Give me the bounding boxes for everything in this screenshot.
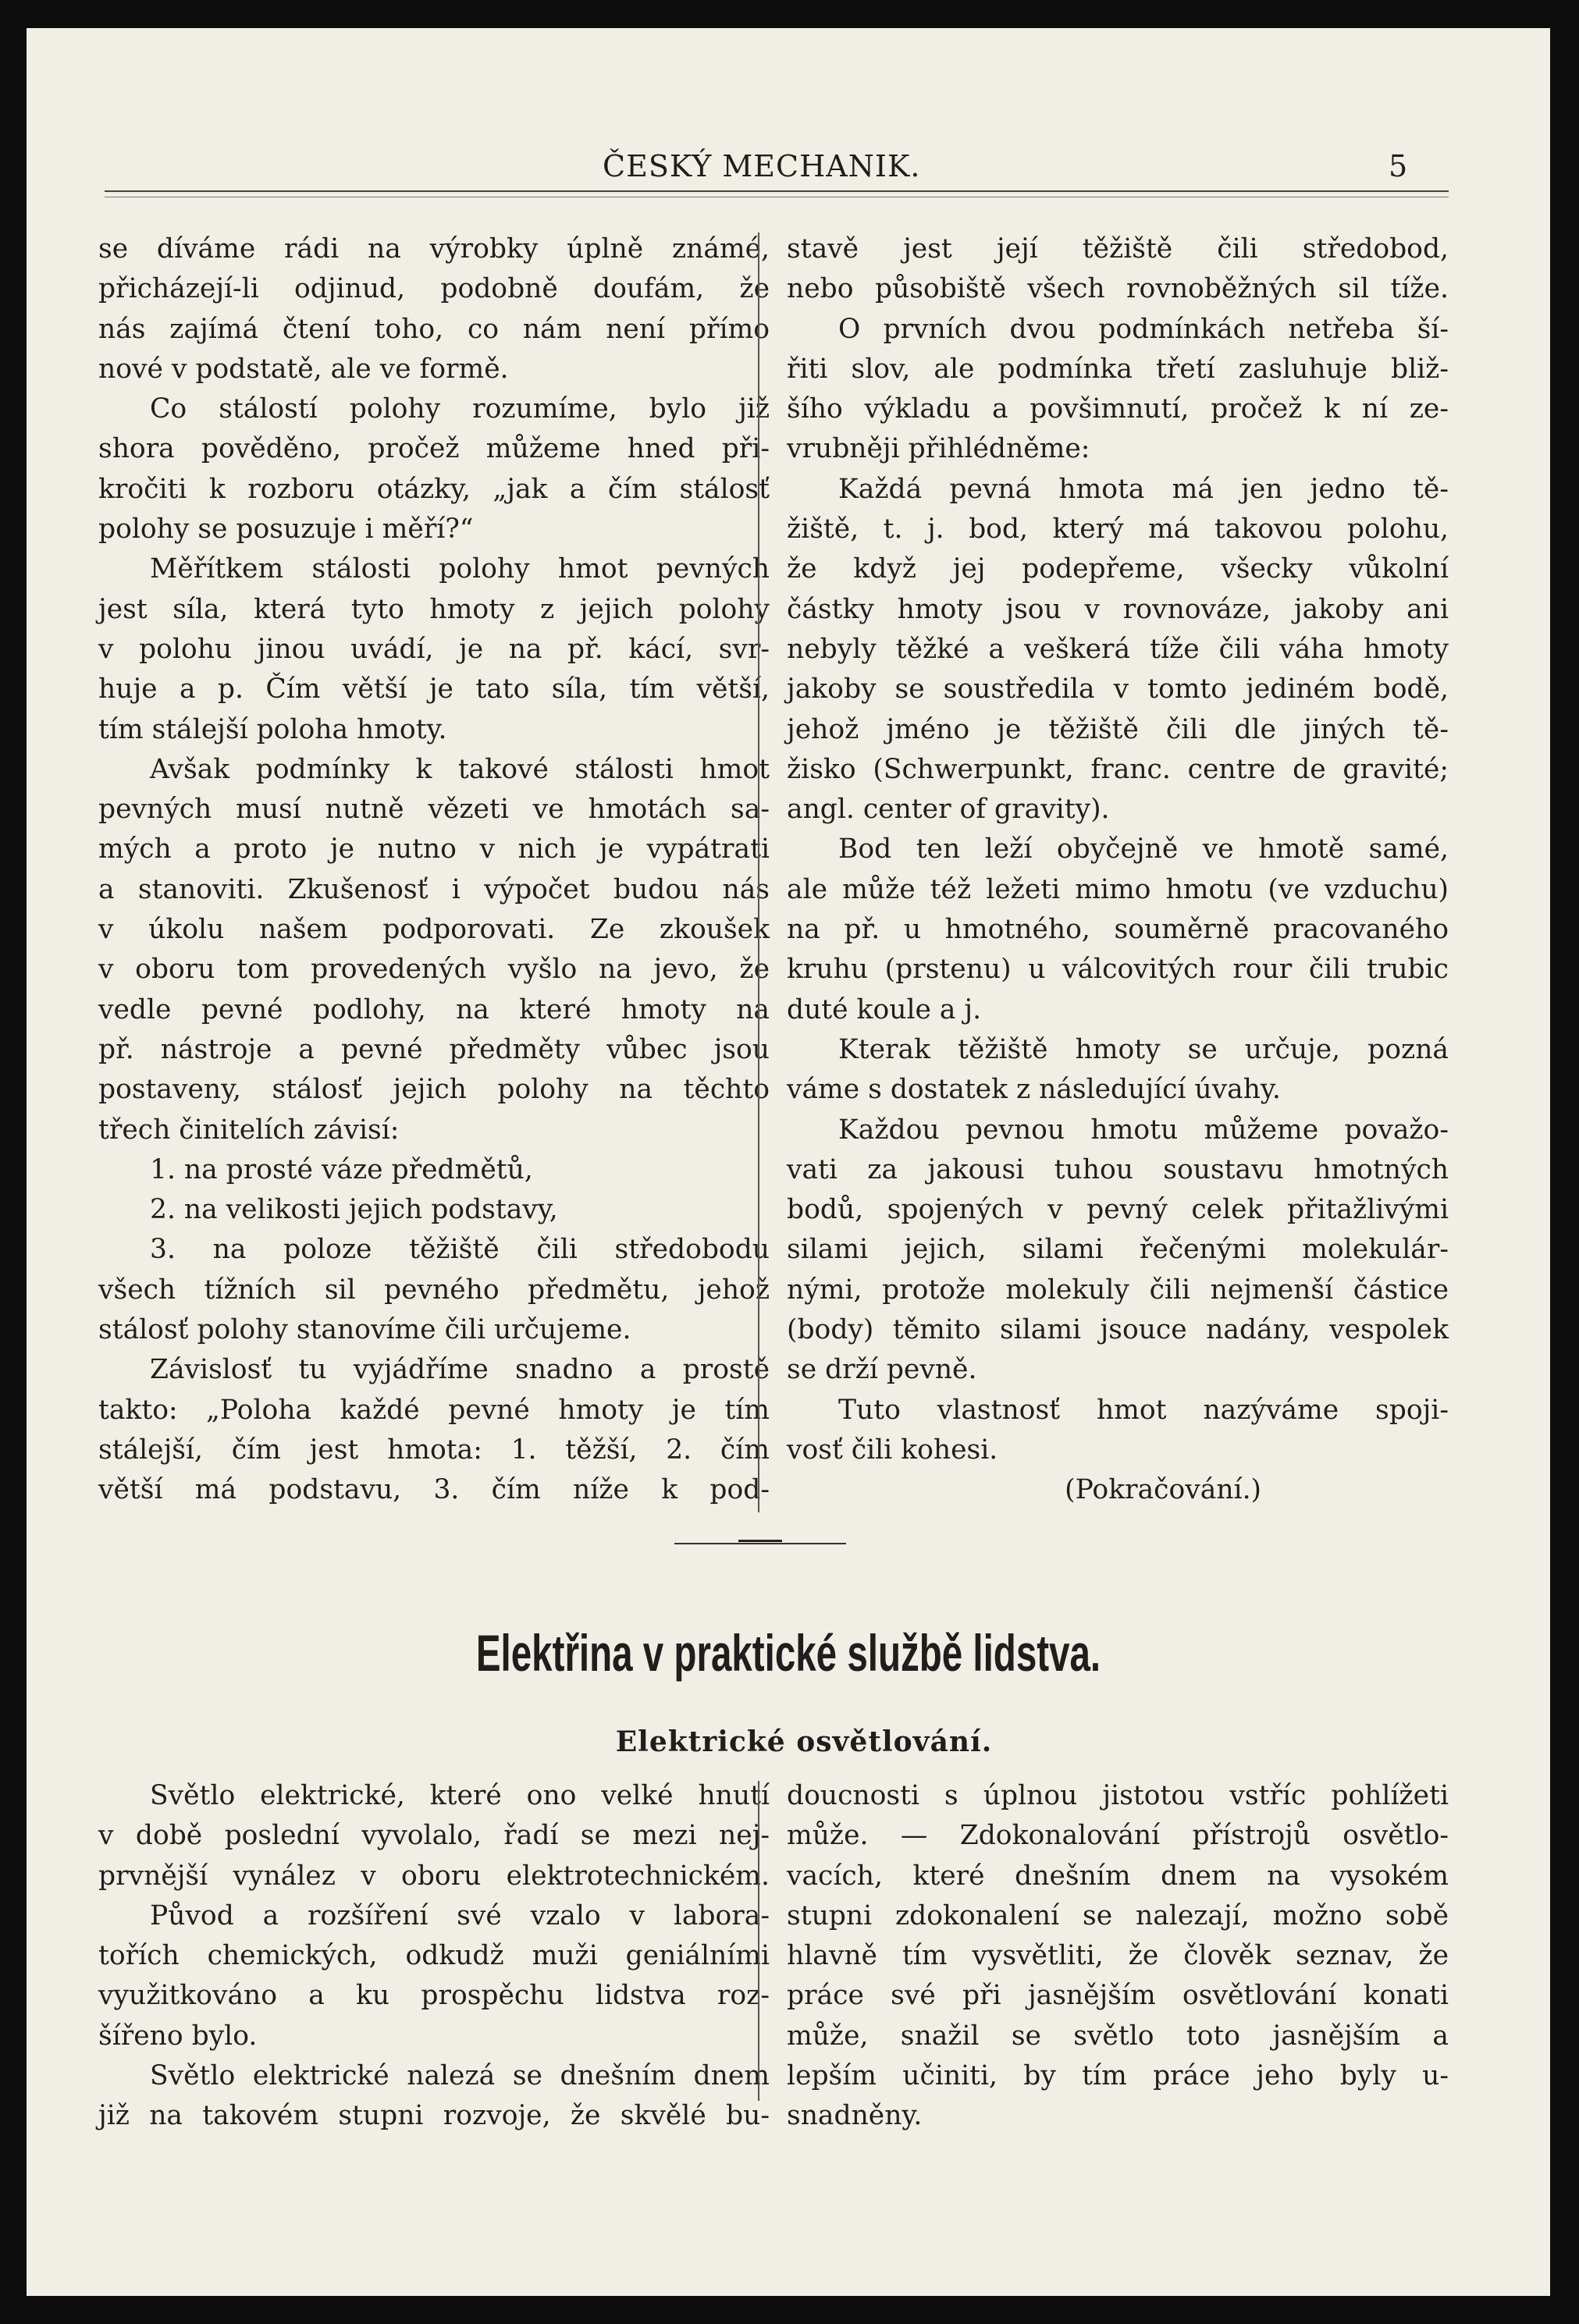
text-line: vedle pevné podlohy, na které hmoty na [98, 993, 770, 1025]
text-line: nebyly těžké a veškerá tíže čili váha hmoty [787, 633, 1449, 665]
text-line: O prvních dvou podmínkách netřeba ší- [838, 313, 1449, 345]
text-line: nové v podstatě, ale ve formě. [98, 353, 509, 385]
text-line: takto: „Poloha každé pevné hmoty je tím [98, 1394, 770, 1426]
section-ornament [674, 1540, 846, 1548]
text-line: vacích, které dnešním dnem na vysokém [787, 1860, 1449, 1892]
text-line: jehož jméno je těžiště čili dle jiných tě- [787, 713, 1449, 745]
article2-left-column [98, 1776, 770, 2137]
text-line: Každá pevná hmota má jen jedno tě- [838, 473, 1449, 505]
text-line: že když jej podepřeme, všecky vůkolní [787, 553, 1449, 585]
text-line: ale může též ležeti mimo hmotu (ve vzduchu) [787, 873, 1449, 905]
text-line: polohy se posuzuje i měří?“ [98, 513, 474, 545]
text-line: př. nástroje a pevné předměty vůbec jsou [98, 1033, 770, 1065]
column-divider [758, 233, 759, 1512]
text-line: práce své při jasnějším osvětlování konati [787, 1980, 1449, 2012]
text-line: Původ a rozšíření své vzalo v labora- [150, 1899, 770, 1931]
text-line: přicházejí-li odjinud, podobně doufám, že [98, 273, 770, 305]
text-line: postaveny, stálosť jejich polohy na těchto [98, 1074, 770, 1106]
text-line: prvnější vynález v oboru elektrotechnickém. [98, 1860, 770, 1892]
text-line: tím stálejší poloha hmoty. [98, 713, 447, 745]
text-line: hlavně tím vysvětliti, že člověk seznav, že [787, 1940, 1449, 1972]
article1-left-column [98, 229, 770, 1511]
page-number: 5 [1389, 149, 1408, 183]
article1-right-column [787, 229, 1449, 1511]
running-head [27, 149, 1550, 196]
text-line: v polohu jinou uvádí, je na př. kácí, svr- [98, 633, 770, 665]
text-line: se drží pevně. [787, 1354, 977, 1386]
text-line: silami jejich, silami řečenými molekulár- [787, 1234, 1449, 1266]
text-line: kročiti k rozboru otázky, „jak a čím stálosť [98, 473, 770, 505]
text-line: (Pokračování.) [1065, 1474, 1261, 1506]
column-divider [758, 1781, 759, 2101]
text-line: všech tížních sil pevného předmětu, jehož [98, 1274, 770, 1306]
text-line: vosť čili kohesi. [787, 1434, 998, 1466]
text-line: huje a p. Čím větší je tato síla, tím větší, [98, 673, 770, 705]
text-line: bodů, spojených v pevný celek přitažlivými [787, 1194, 1449, 1226]
article2-title: Elektřina v praktické službě lidstva. [475, 1624, 1101, 1682]
text-line: Bod ten leží obyčejně ve hmotě samé, [838, 833, 1449, 865]
text-line: může, snažil se světlo toto jasnějším a [787, 2020, 1449, 2052]
text-line: využitkováno a ku prospěchu lidstva roz- [98, 1980, 770, 2012]
text-line: lepším učiniti, by tím práce jeho byly u- [787, 2060, 1449, 2092]
text-line: šířeno bylo. [98, 2020, 258, 2052]
text-line: Avšak podmínky k takové stálosti hmot [150, 753, 770, 785]
text-line: může. — Zdokonalování přístrojů osvětlo- [787, 1820, 1449, 1852]
text-line: váme s dostatek z následující úvahy. [787, 1074, 1281, 1106]
text-line: jakoby se soustředila v tomto jediném bodě, [787, 673, 1449, 705]
text-line: stálejší, čím jest hmota: 1. těžší, 2. čím [98, 1434, 770, 1466]
text-line: mých a proto je nutno v nich je vypátrati [98, 833, 770, 865]
text-line: větší má podstavu, 3. čím níže k pod- [98, 1474, 770, 1506]
article2-right-column [787, 1776, 1449, 2137]
text-line: pevných musí nutně vězeti ve hmotách sa- [98, 794, 770, 826]
text-line: snadněny. [787, 2100, 923, 2132]
text-line: se díváme rádi na výrobky úplně známé, [98, 233, 770, 265]
text-line: žisko (Schwerpunkt, franc. centre de gravité; [787, 753, 1449, 785]
text-line: na př. u hmotného, souměrně pracovaného [787, 914, 1449, 946]
text-line: Kterak těžiště hmoty se určuje, pozná [838, 1033, 1449, 1065]
text-line: v oboru tom provedených vyšlo na jevo, že [98, 954, 770, 986]
text-line: Každou pevnou hmotu můžeme považo- [838, 1114, 1449, 1146]
text-line: tořích chemických, odkudž muži geniálními [98, 1940, 770, 1972]
article2-subtitle: Elektrické osvětlování. [615, 1725, 993, 1758]
text-line: již na takovém stupni rozvoje, že skvělé bu- [98, 2100, 770, 2132]
text-line: duté koule a j. [787, 993, 982, 1025]
text-line: nebo působiště všech rovnoběžných sil tíže. [787, 273, 1449, 305]
text-line: Tuto vlastnosť hmot nazýváme spoji- [838, 1394, 1449, 1426]
text-line: řiti slov, ale podmínka třetí zasluhuje bliž- [787, 353, 1449, 385]
text-line: stálosť polohy stanovíme čili určujeme. [98, 1314, 631, 1346]
running-title: ČESKÝ MECHANIK. [603, 149, 921, 183]
text-line: kruhu (prstenu) u válcovitých rour čili trubic [787, 954, 1449, 986]
text-line: vrubněji přihlédněme: [787, 433, 1090, 465]
text-line: nás zajímá čtení toho, co nám není přímo [98, 313, 770, 345]
text-line: nými, protože molekuly čili nejmenší částice [787, 1274, 1449, 1306]
text-line: Světlo elektrické nalezá se dnešním dnem [150, 2060, 770, 2092]
text-line: Světlo elektrické, které ono velké hnutí [150, 1780, 770, 1811]
text-line: v době poslední vyvolalo, řadí se mezi nej- [98, 1820, 770, 1852]
text-line: šího výkladu a povšimnutí, pročež k ní ze- [787, 393, 1449, 425]
magazine-page [27, 28, 1550, 2296]
text-line: třech činitelích závisí: [98, 1114, 400, 1146]
text-line: Co stálostí polohy rozumíme, bylo již [150, 393, 770, 425]
text-line: shora pověděno, pročež můžeme hned při- [98, 433, 770, 465]
text-line: jest síla, která tyto hmoty z jejich polohy [98, 593, 770, 625]
text-line: částky hmoty jsou v rovnováze, jakoby ani [787, 593, 1449, 625]
text-line: stavě jest její těžiště čili středobod, [787, 233, 1449, 265]
text-line: vati za jakousi tuhou soustavu hmotných [787, 1153, 1449, 1185]
text-line: doucnosti s úplnou jistotou vstříc pohlížeti [787, 1780, 1449, 1811]
text-line: (body) těmito silami jsouce nadány, vespolek [787, 1314, 1449, 1346]
text-line: 1. na prosté váze předmětů, [150, 1153, 533, 1185]
text-line: Měřítkem stálosti polohy hmot pevných [150, 553, 770, 585]
text-line: žiště, t. j. bod, který má takovou polohu, [787, 513, 1449, 545]
text-line: a stanoviti. Zkušenosť i výpočet budou nás [98, 873, 770, 905]
text-line: v úkolu našem podporovati. Ze zkoušek [98, 914, 770, 946]
text-line: angl. center of gravity). [787, 794, 1110, 826]
text-line: stupni zdokonalení se nalezají, možno sobě [787, 1899, 1449, 1931]
header-rule [105, 190, 1449, 192]
text-line: 2. na velikosti jejich podstavy, [150, 1194, 558, 1226]
text-line: 3. na poloze těžiště čili středobodu [150, 1234, 770, 1266]
text-line: Závislosť tu vyjádříme snadno a prostě [150, 1354, 770, 1386]
